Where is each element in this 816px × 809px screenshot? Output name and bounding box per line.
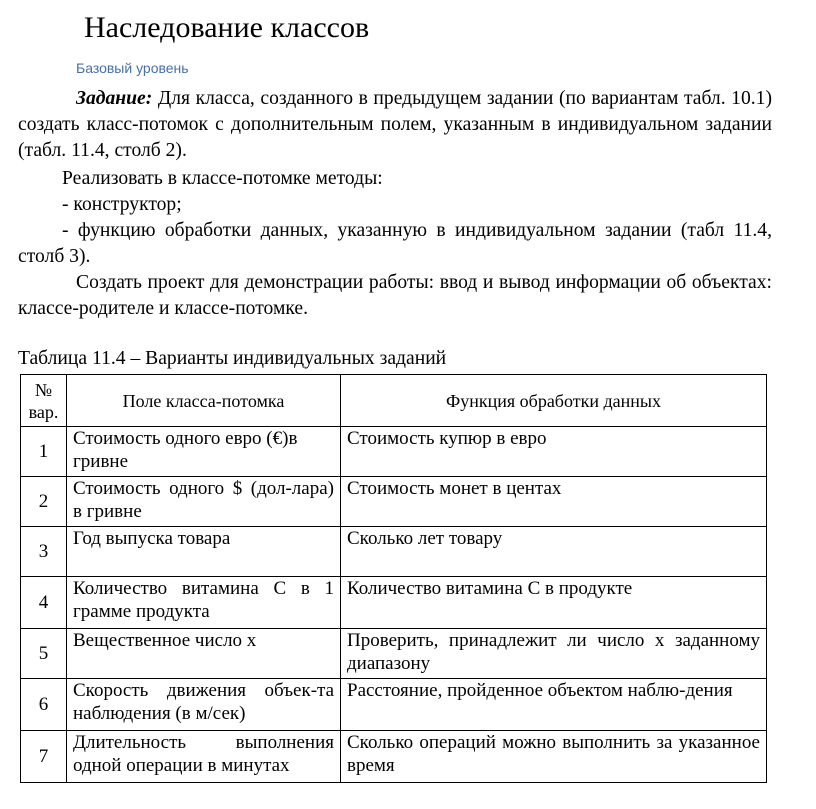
function-cell: Расстояние, пройденное объектом наблю-дения	[341, 679, 767, 731]
table-row	[21, 577, 767, 629]
table-caption: Таблица 11.4 – Варианты индивидуальных заданий	[18, 348, 447, 369]
page-title: Наследование классов	[84, 11, 370, 44]
task-text: Для класса, созданного в предыдущем задании (по вариантам табл. 10.1) создать класс-потомок с дополнительным полем, указанным в индивидуальном задании (табл. 11.4, столб 2).	[18, 88, 772, 161]
table-row	[21, 679, 767, 731]
header-child-field: Поле класса-потомка	[67, 375, 341, 427]
variant-number: 2	[21, 477, 67, 527]
variant-number: 3	[21, 527, 67, 577]
table-row	[21, 527, 767, 577]
variant-number: 7	[21, 731, 67, 783]
task-label: Задание:	[76, 88, 153, 109]
table-row	[21, 629, 767, 679]
slide-subtitle: Базовый уровень	[76, 60, 189, 76]
implement-item-constructor: - конструктор;	[62, 194, 182, 215]
header-processing-function: Функция обработки данных	[341, 375, 767, 427]
function-cell: Сколько лет товару	[341, 527, 767, 577]
function-cell: Количество витамина С в продукте	[341, 577, 767, 629]
table-row	[21, 731, 767, 783]
implement-item-function: - функцию обработки данных, указанную в индивидуальном задании (табл 11.4, столб 3).	[18, 220, 772, 267]
table-header-row	[21, 375, 767, 427]
table-row	[21, 477, 767, 527]
field-cell: Длительность выполнения одной операции в минутах	[67, 731, 341, 783]
field-cell: Скорость движения объек-та наблюдения (в м/сек)	[67, 679, 341, 731]
function-cell: Сколько операций можно выполнить за указанное время	[341, 731, 767, 783]
field-cell: Год выпуска товара	[67, 527, 341, 577]
function-cell: Стоимость купюр в евро	[341, 427, 767, 477]
field-cell: Вещественное число x	[67, 629, 341, 679]
field-cell: Стоимость одного $ (дол-лара) в гривне	[67, 477, 341, 527]
header-variant-number: № вар.	[21, 375, 67, 427]
variant-number: 6	[21, 679, 67, 731]
variant-number: 5	[21, 629, 67, 679]
project-paragraph: Создать проект для демонстрации работы: ввод и вывод информации об объектах: классе-родителе и классе-потомке.	[18, 272, 772, 319]
task-paragraph	[18, 86, 772, 164]
field-cell: Количество витамина С в 1 грамме продукта	[67, 577, 341, 629]
variant-number: 1	[21, 427, 67, 477]
implement-intro: Реализовать в классе-потомке методы:	[62, 168, 383, 189]
function-cell: Проверить, принадлежит ли число x заданному диапазону	[341, 629, 767, 679]
variants-table	[20, 374, 767, 783]
field-cell: Стоимость одного евро (€)в гривне	[67, 427, 341, 477]
function-cell: Стоимость монет в центах	[341, 477, 767, 527]
table-row	[21, 427, 767, 477]
variant-number: 4	[21, 577, 67, 629]
